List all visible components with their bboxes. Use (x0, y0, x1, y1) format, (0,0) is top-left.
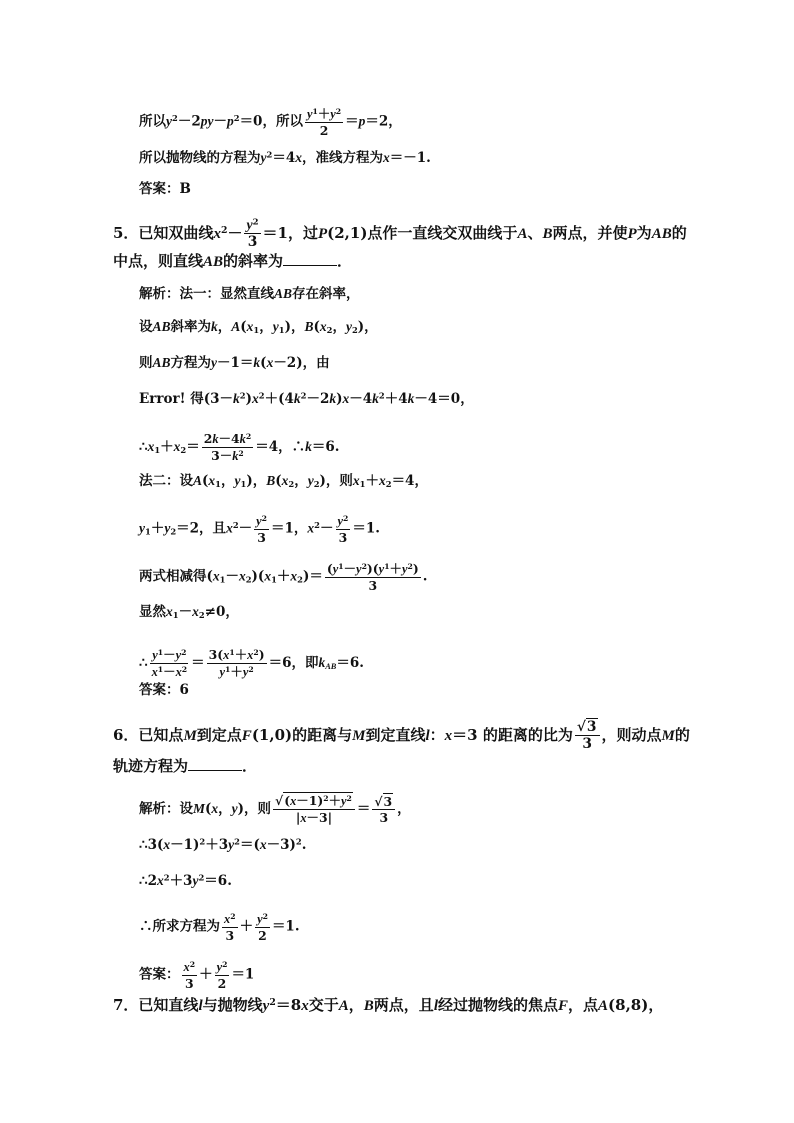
question-5: 5．已知双曲线$x^2-$ $\frac{y^2}{3}$ ＝1，过P(2,1)点作一直线交双曲线于A、B两点，并使P为AB的 (113, 217, 687, 251)
fraction: $\frac{y^1-y^2}{x^1-x^2}$ (151, 647, 188, 680)
answer-line: 答案：B (139, 181, 191, 197)
fraction: $\frac{y^2}{3}$ (256, 513, 268, 546)
fraction: $\frac{x^2}{3}$ (183, 959, 196, 992)
text-line: $\therefore 2x^2+3y^2=6$. (139, 872, 232, 889)
text-line: Error! 得$(3-k^2)x^2+(4k^2-2k)x-4k^2+4k-4=0$， (139, 390, 474, 407)
answer-blank (188, 760, 242, 771)
question-7: 7．已知直线l与抛物线$y^2=8x$交于A，B两点，且l经过抛物线的焦点F，点A(8,8)， (113, 996, 664, 1014)
fraction: $\frac{√3}{3}$ (372, 795, 395, 824)
fraction: $\frac{y^2}{3}$ (337, 513, 349, 546)
fraction: $\frac{3(x^1+x^2)}{y^1+y^2}$ (208, 647, 265, 680)
text-line: 解析：法一：显然直线AB存在斜率， (139, 286, 360, 302)
fraction: $\frac{(y^1-y^2)(y^1+y^2)}{3}$ (326, 561, 419, 594)
text-line: 法二：设$A(x_1$，$y_1$)，$B(x_2$，$y_2$)，则$x_1+x_2=4$， (139, 473, 428, 490)
text-line: 显然$x_1-x_2\ne 0$， (139, 604, 239, 621)
text-line: 两式相减得$(x_1-x_2)(x_1+x_2)=$ $\frac{(y^1-y^2)(y^1+y^2)}{3}$ . (139, 561, 428, 594)
text-line: 设AB斜率为k，$A(x_1$，$y_1$)，$B(x_2$，$y_2$)， (139, 319, 378, 336)
answer-line: 答案：6 (139, 682, 189, 698)
fraction: $\frac{y^2}{2}$ (257, 911, 268, 944)
text-line: $y_1+y_2=2$，且$x^2-$ $\frac{y^2}{3}$ ＝1，$x^2-$ $\frac{y^2}{3}$ ＝1. (139, 513, 380, 546)
text-line: $\therefore x_1+x_2=$ $\frac{2k-4k^2}{3-k^2}$ ＝4，∴k＝6. (139, 431, 340, 464)
text-line: ∴所求方程为 $\frac{x^2}{3}$ ＋ $\frac{y^2}{2}$ ＝1. (139, 911, 300, 944)
text-line: 轨迹方程为 ． (113, 757, 258, 775)
text-line: 则AB方程为y－1＝k(x－2)，由 (139, 355, 330, 371)
fraction: $\frac{x^2}{3}$ (224, 911, 236, 944)
text-line: 所以$y^2-2py-p^2=0$，所以 $\frac{y^1+y^2}{2}$ ＝p＝2， (139, 106, 402, 139)
question-6: 6．已知点M到定点F(1,0)的距离与M到定直线l：x＝3 的距离的比为 $\frac{√3}{3}$ ，则动点M的 (113, 719, 690, 753)
text-line: 解析：设M(x，y)，则 $\frac{√(x-1)^2+y^2}{|x-3|}$ ＝ $\frac{√3}{3}$ ， (139, 793, 411, 826)
fraction: $\frac{y^2}{2}$ (216, 959, 228, 992)
fraction: $\frac{2k-4k^2}{3-k^2}$ (203, 431, 252, 464)
text-line: $\therefore 3(x-1)^2+3y^2=(x-3)^2$. (139, 836, 307, 853)
text-line: ∴ $\frac{y^1-y^2}{x^1-x^2}$ ＝ $\frac{3(x^1+x^2)}{y^1+y^2}$ ＝6，即$k_{AB}=6$. (139, 647, 364, 680)
answer-blank (283, 255, 337, 266)
fraction: $\frac{√(x-1)^2+y^2}{|x-3|}$ (273, 794, 355, 825)
text-line: 中点，则直线AB的斜率为 ． (113, 252, 353, 270)
fraction: $\frac{√3}{3}$ (575, 720, 600, 752)
fraction: $\frac{y^2}{3}$ (246, 217, 259, 251)
answer-line: 答案： $\frac{x^2}{3}$ ＋ $\frac{y^2}{2}$ ＝1 (139, 959, 255, 992)
fraction: $\frac{y^1+y^2}{2}$ (306, 106, 342, 139)
text-line: 所以抛物线的方程为$y^2=4x$，准线方程为x＝－1. (139, 149, 431, 166)
